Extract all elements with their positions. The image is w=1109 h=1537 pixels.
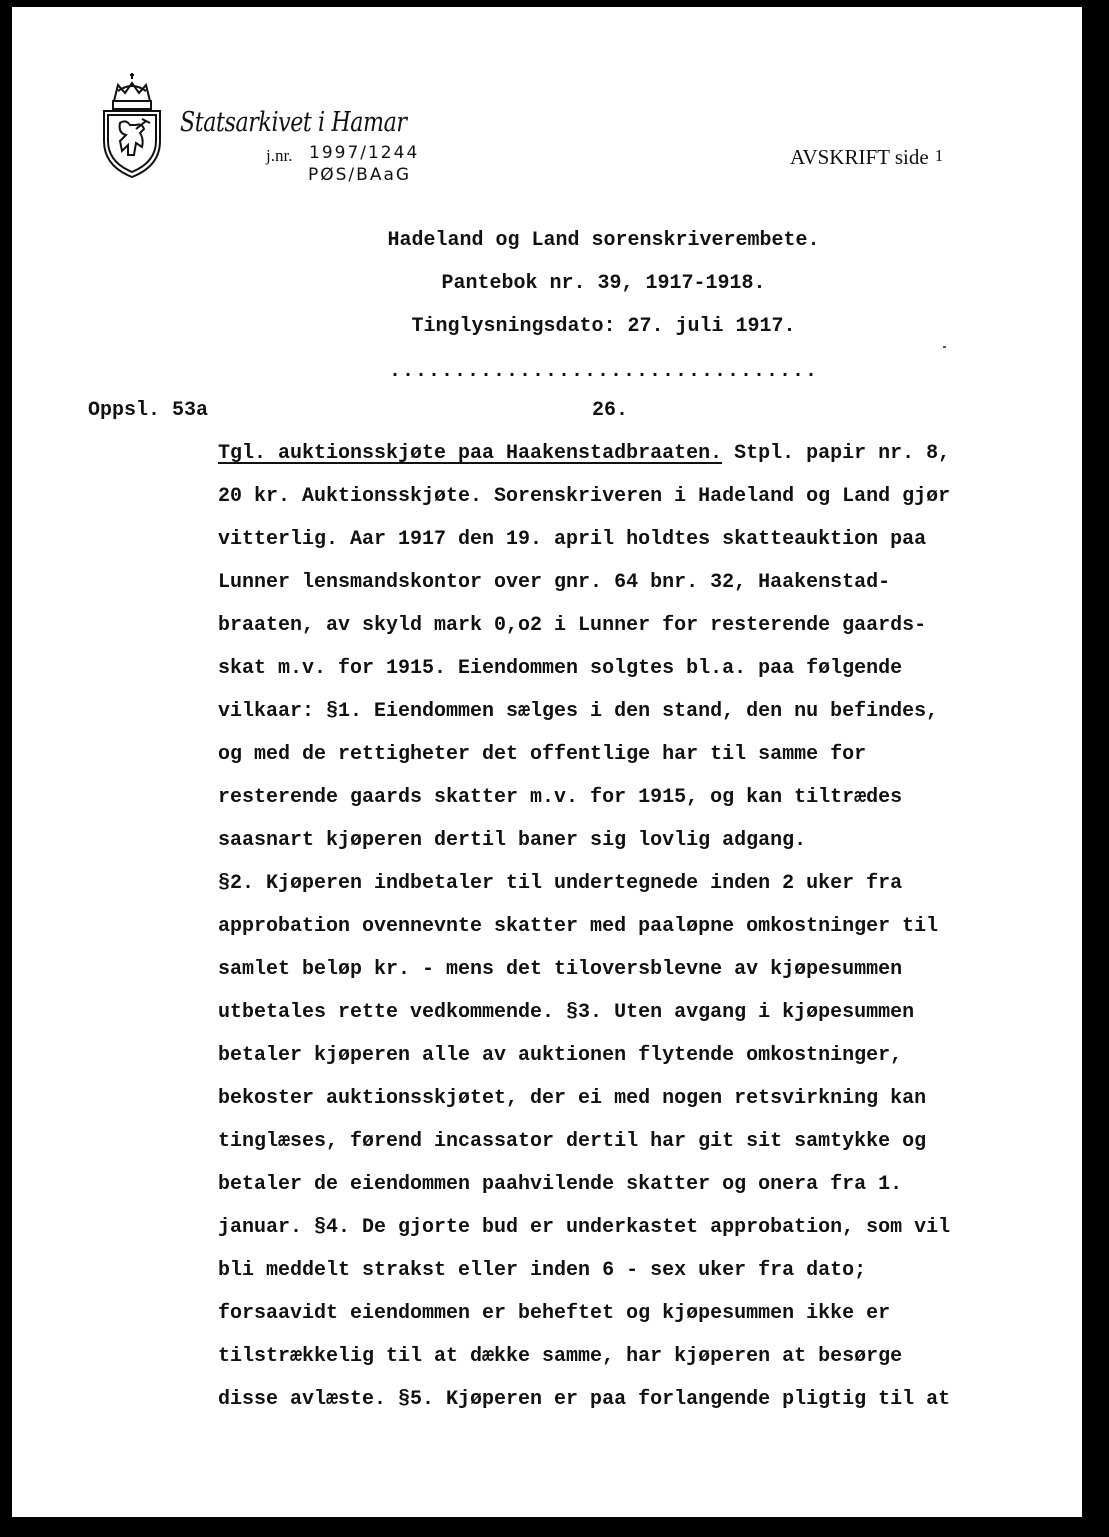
entry-line: saasnart kjøperen dertil baner sig lovlig adgang.: [218, 829, 807, 852]
book-heading: Pantebok nr. 39, 1917-1918.: [441, 272, 766, 295]
entry-line: utbetales rette vedkommende. §3. Uten avgang i kjøpesummen: [218, 1001, 915, 1024]
entry-line: betaler de eiendommen paahvilende skatter og onera fra 1.: [218, 1173, 903, 1196]
document-page: [12, 7, 1082, 1517]
entry-line: samlet beløp kr. - mens det tiloversblevne av kjøpesummen: [218, 958, 903, 981]
entry-line: Lunner lensmandskontor over gnr. 64 bnr. 32, Haakenstad-: [218, 571, 891, 594]
oppslag-reference: Oppsl. 53a: [88, 399, 209, 422]
entry-first-line-rest: Stpl. papir nr. 8,: [722, 442, 951, 465]
entry-line: 20 kr. Auktionsskjøte. Sorenskriveren i Hadeland og Land gjør: [218, 485, 951, 508]
entry-line: bli meddelt strakst eller inden 6 - sex uker fra dato;: [218, 1259, 867, 1282]
entry-line: approbation ovennevnte skatter med paaløpne omkostninger til: [218, 915, 939, 938]
entry-line: §2. Kjøperen indbetaler til undertegnede inden 2 uker fra: [218, 872, 903, 895]
entry-line: vilkaar: §1. Eiendommen sælges i den stand, den nu befindes,: [218, 700, 939, 723]
registration-date: Tinglysningsdato: 27. juli 1917.: [411, 315, 796, 338]
entry-line: resterende gaards skatter m.v. for 1915, og kan tiltrædes: [218, 786, 903, 809]
entry-line: forsaavidt eiendommen er beheftet og kjøpesummen ikke er: [218, 1302, 891, 1325]
entry-line: vitterlig. Aar 1917 den 19. april holdtes skatteauktion paa: [218, 528, 927, 551]
entry-line: skat m.v. for 1915. Eiendommen solgtes bl.a. paa følgende: [218, 657, 903, 680]
entry-line: braaten, av skyld mark 0,o2 i Lunner for resterende gaards-: [218, 614, 927, 637]
entry-line: og med de rettigheter det offentlige har til samme for: [218, 743, 867, 766]
norwegian-coat-of-arms-icon: [96, 71, 168, 181]
entry-line: tilstrækkelig til at dække samme, har kjøperen at besørge: [218, 1345, 903, 1368]
reference-code: PØS/BAaG: [308, 165, 412, 185]
stray-mark: [943, 346, 946, 348]
journal-number-label: j.nr.: [266, 146, 293, 165]
entry-line: tinglæses, førend incassator dertil har git sit samtykke og: [218, 1130, 927, 1153]
journal-number: 1997/1244: [309, 143, 420, 163]
transcript-label: AVSKRIFT side: [790, 145, 929, 169]
transcript-page-label: [790, 145, 943, 170]
entry-line: bekoster auktionsskjøtet, der ei med nogen retsvirkning kan: [218, 1087, 927, 1110]
dotted-separator: .................................: [388, 360, 819, 383]
court-heading: Hadeland og Land sorenskriverembete.: [387, 229, 820, 252]
archive-name: Statsarkivet i Hamar: [180, 107, 407, 138]
entry-line: januar. §4. De gjorte bud er underkastet approbation, som vil: [218, 1216, 951, 1239]
entry-number: 26.: [592, 399, 629, 422]
entry-line: betaler kjøperen alle av auktionen flytende omkostninger,: [218, 1044, 903, 1067]
entry-first-line: [218, 442, 950, 465]
entry-line: disse avlæste. §5. Kjøperen er paa forlangende pligtig til at: [218, 1388, 951, 1411]
entry-title: Tgl. auktionsskjøte paa Haakenstadbraaten.: [218, 442, 723, 465]
page-number: 1: [934, 146, 944, 165]
